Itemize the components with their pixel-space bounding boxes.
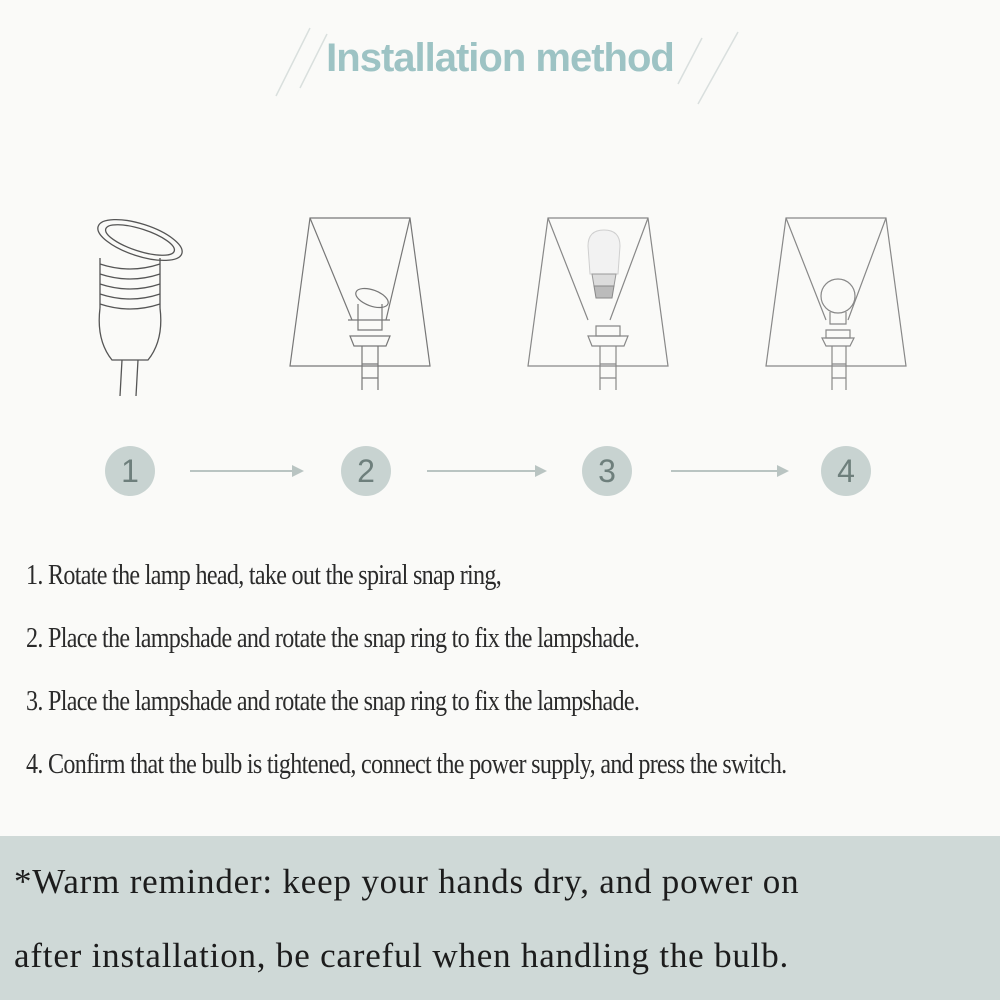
lampshade-snap-ring-icon: [290, 218, 430, 390]
step-number-2: 2: [341, 446, 391, 496]
reminder-line-2: after installation, be careful when handling the bulb.: [14, 936, 790, 975]
instruction-step-3: 3. Place the lampshade and rotate the snap ring to fix the lampshade.: [26, 686, 640, 717]
instruction-step-2: 2. Place the lampshade and rotate the snap ring to fix the lampshade.: [26, 623, 640, 654]
instruction-step-4: 4. Confirm that the bulb is tightened, connect the power supply, and press the switch.: [26, 749, 787, 780]
reminder-line-1: *Warm reminder: keep your hands dry, and power on: [14, 862, 800, 901]
lampshade-bulb-icon: [766, 218, 906, 390]
lampshade-led-bulb-icon: [528, 218, 668, 390]
step-number-3: 3: [582, 446, 632, 496]
arrow-right-icon: [669, 463, 795, 479]
step-number-1: 1: [105, 446, 155, 496]
step-illustrations: [0, 200, 1000, 400]
instruction-list: [26, 552, 996, 804]
decorative-slashes-left: [272, 20, 332, 100]
warm-reminder-banner: [0, 836, 1000, 1000]
step-number-4: 4: [821, 446, 871, 496]
lamp-socket-icon: [93, 211, 187, 396]
arrow-right-icon: [188, 463, 308, 479]
instruction-step-1: 1. Rotate the lamp head, take out the spiral snap ring,: [26, 560, 502, 591]
decorative-slashes-right: [672, 28, 742, 108]
arrow-right-icon: [425, 463, 553, 479]
page-title: Installation method: [326, 36, 674, 80]
